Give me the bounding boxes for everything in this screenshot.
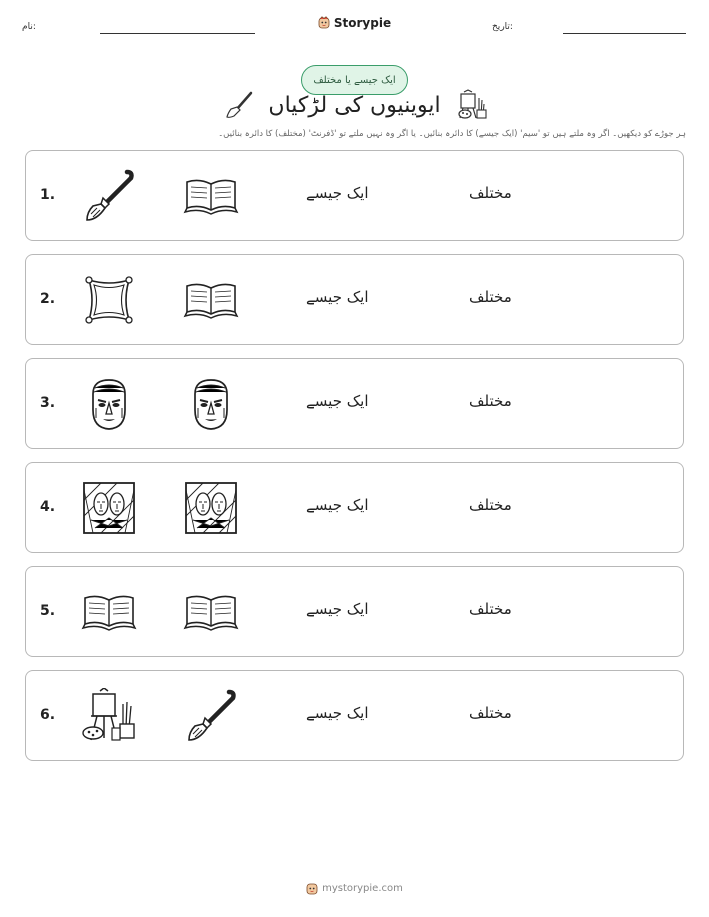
canvas-frame-icon bbox=[81, 272, 137, 328]
pair-number: 3. bbox=[40, 395, 56, 411]
mosaic-faces-icon bbox=[183, 480, 239, 536]
tribal-mask-icon bbox=[183, 376, 239, 432]
different-option[interactable]: مختلف bbox=[469, 704, 512, 722]
same-option[interactable]: ایک جیسے bbox=[306, 496, 369, 514]
pair-row bbox=[25, 566, 684, 657]
book-icon bbox=[183, 272, 239, 328]
pair-number: 2. bbox=[40, 291, 56, 307]
same-option[interactable]: ایک جیسے bbox=[306, 392, 369, 410]
same-option[interactable]: ایک جیسے bbox=[306, 704, 369, 722]
pair-number: 5. bbox=[40, 603, 56, 619]
storypie-logo-icon bbox=[318, 16, 330, 29]
different-option[interactable]: مختلف bbox=[469, 288, 512, 306]
book-icon bbox=[183, 584, 239, 640]
instructions: ہر جوڑے کو دیکھیں۔ اگر وہ ملتے ہیں تو 'سیم' (ایک جیسے) کا دائرہ بنائیں۔ یا اگر وہ نہیں ملتے تو 'ڈفرنٹ' (مختلف) کا دائرہ بنائیں۔ bbox=[218, 129, 686, 139]
footer-url[interactable]: mystorypie.com bbox=[322, 883, 403, 894]
pair-number: 4. bbox=[40, 499, 56, 515]
same-option[interactable]: ایک جیسے bbox=[306, 288, 369, 306]
pair-row bbox=[25, 254, 684, 345]
different-option[interactable]: مختلف bbox=[469, 496, 512, 514]
paintbrush-icon bbox=[81, 168, 137, 224]
same-option[interactable]: ایک جیسے bbox=[306, 600, 369, 618]
pair-number: 6. bbox=[40, 707, 56, 723]
worksheet-title: ایوینیوں کی لڑکیاں bbox=[268, 93, 441, 118]
brand-header bbox=[0, 14, 709, 33]
pair-number: 1. bbox=[40, 187, 56, 203]
paintbrush-icon bbox=[183, 688, 239, 744]
name-line[interactable] bbox=[100, 33, 255, 34]
book-icon bbox=[81, 584, 137, 640]
different-option[interactable]: مختلف bbox=[469, 184, 512, 202]
pair-row bbox=[25, 670, 684, 761]
easel-palette-title-icon bbox=[455, 88, 487, 120]
date-label: تاریخ: bbox=[492, 22, 513, 32]
tribal-mask-icon bbox=[81, 376, 137, 432]
date-line[interactable] bbox=[563, 33, 686, 34]
pair-row bbox=[25, 150, 684, 241]
different-option[interactable]: مختلف bbox=[469, 392, 512, 410]
footer bbox=[0, 880, 709, 899]
name-label: نام: bbox=[22, 22, 36, 32]
different-option[interactable]: مختلف bbox=[469, 600, 512, 618]
brand-name: Storypie bbox=[333, 15, 392, 30]
same-option[interactable]: ایک جیسے bbox=[306, 184, 369, 202]
pair-row bbox=[25, 358, 684, 449]
pair-row bbox=[25, 462, 684, 553]
mosaic-faces-icon bbox=[81, 480, 137, 536]
paintbrush-title-icon bbox=[224, 90, 254, 120]
easel-palette-icon bbox=[81, 688, 137, 744]
storypie-footer-logo-icon bbox=[306, 882, 318, 895]
worksheet-type-pill: ایک جیسے یا مختلف bbox=[301, 65, 408, 95]
book-icon bbox=[183, 168, 239, 224]
